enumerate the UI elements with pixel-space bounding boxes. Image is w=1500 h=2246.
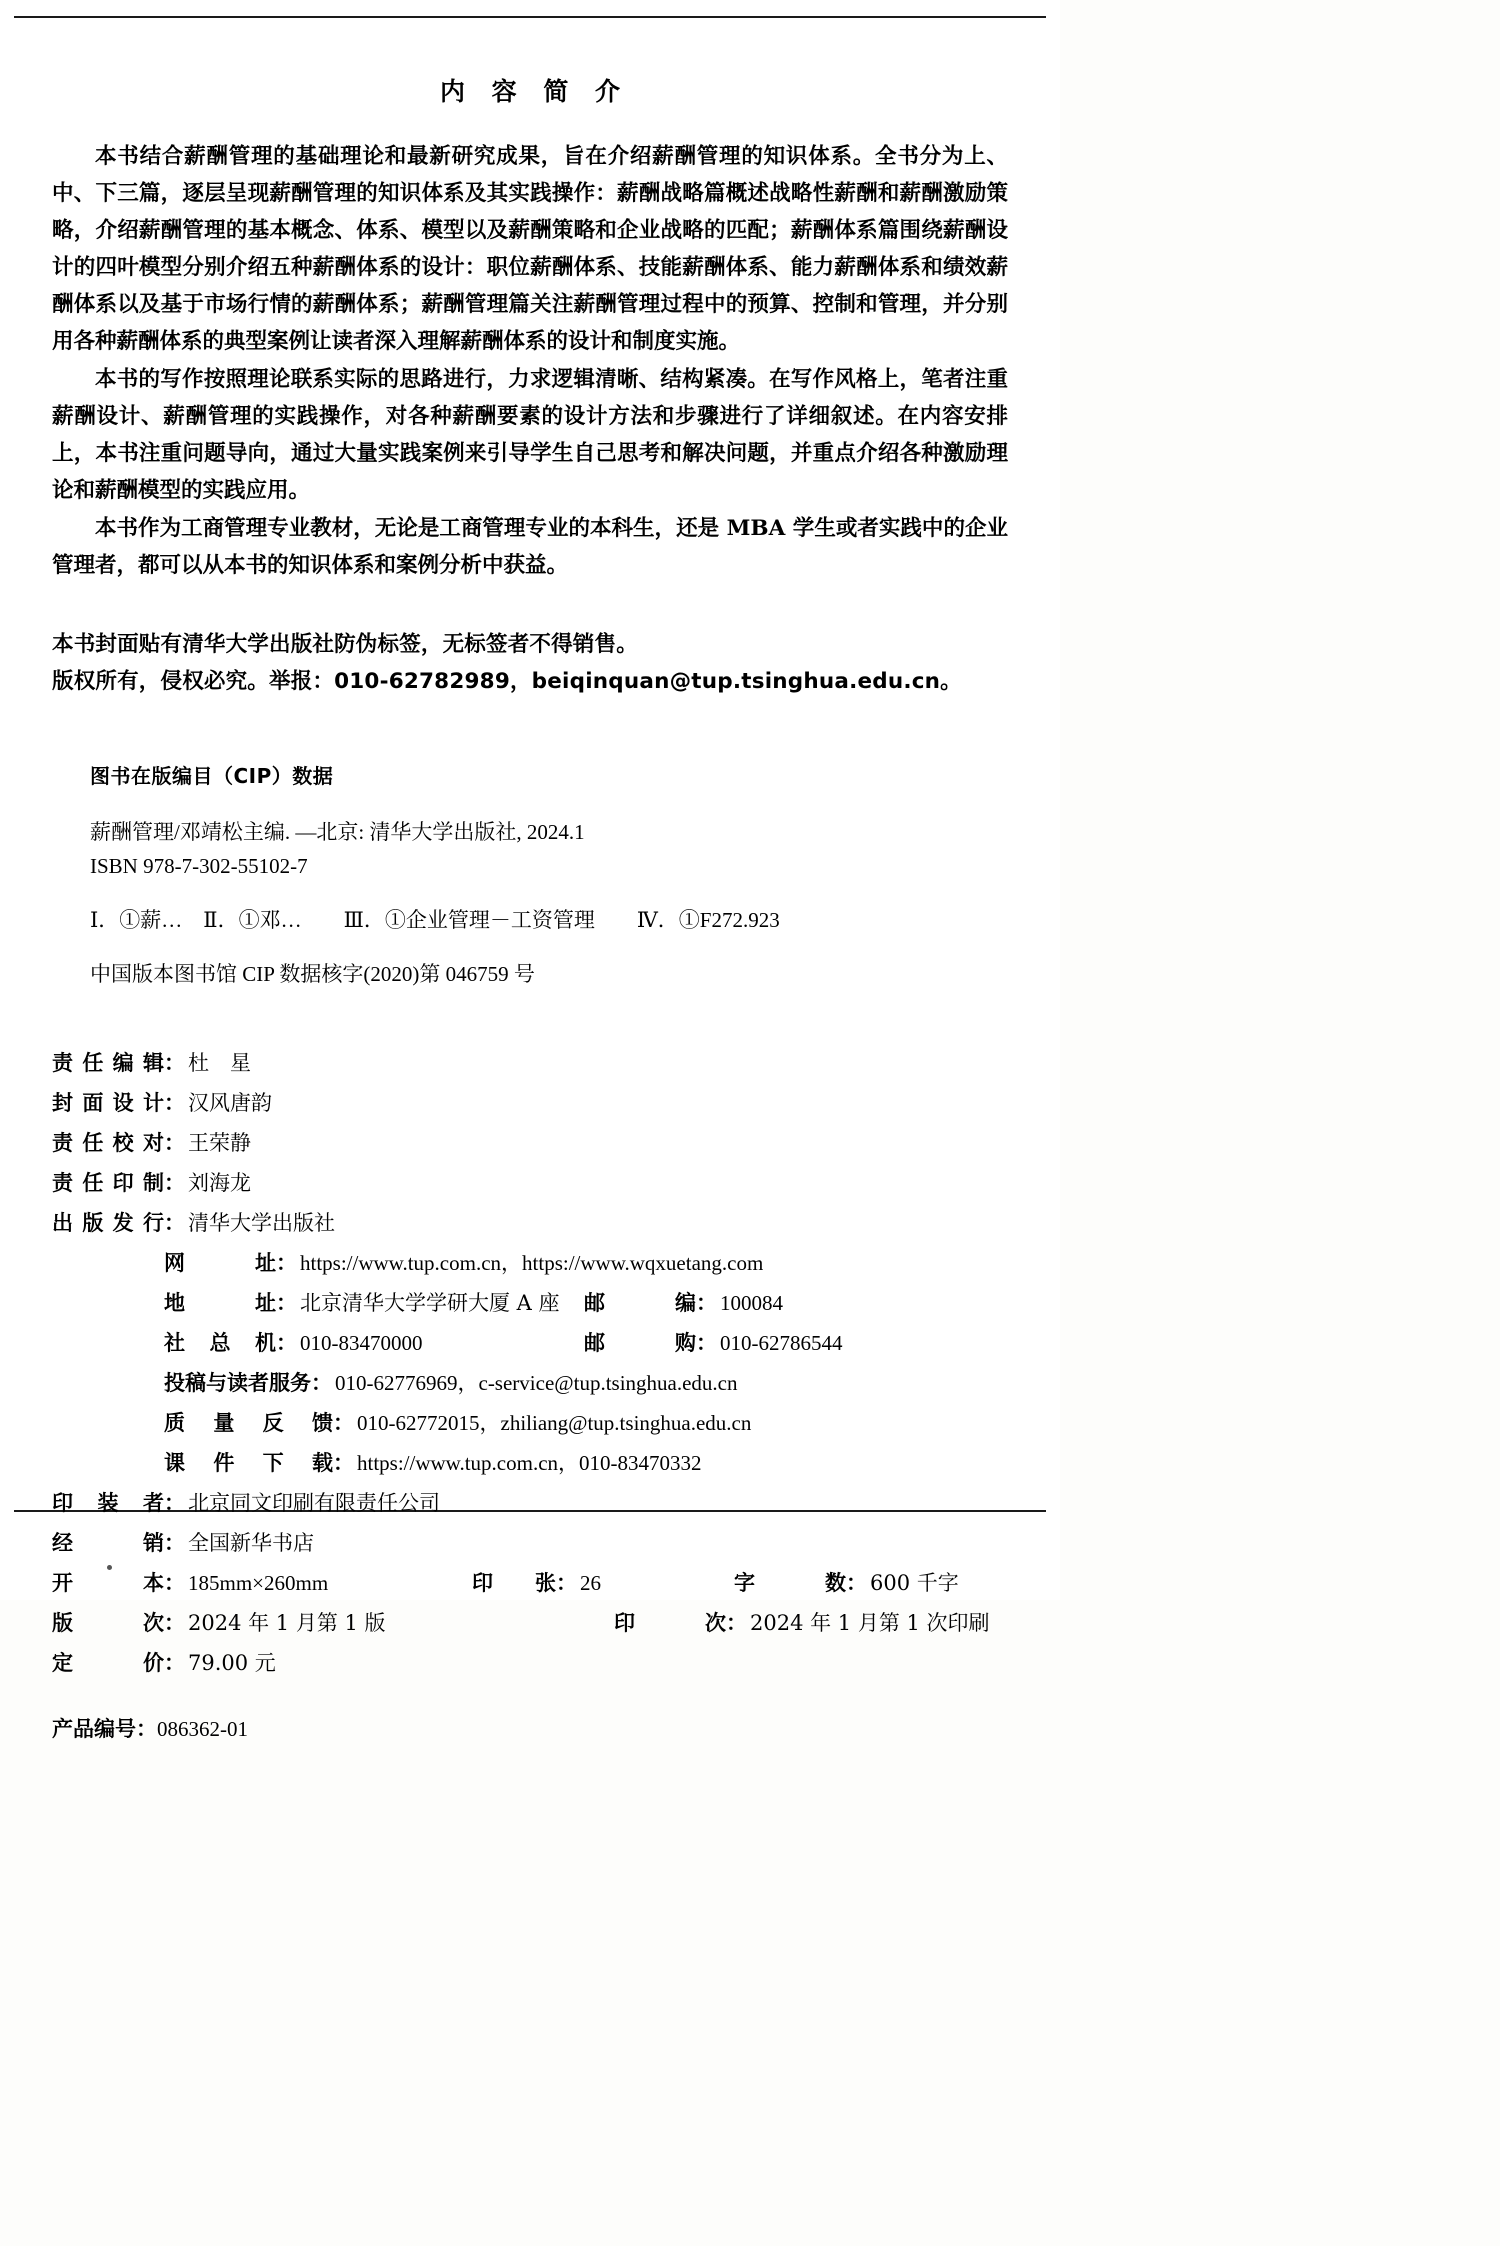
colophon-cell-impression	[614, 1603, 990, 1643]
value-edition: 2024 年 1 月第 1 版	[188, 1611, 386, 1635]
value-printer: 北京同文印刷有限责任公司	[188, 1491, 440, 1515]
scan-artifact-dot	[107, 1565, 112, 1570]
value-print-supervisor: 刘海龙	[188, 1171, 251, 1195]
separator-colon: ：	[164, 1091, 185, 1115]
value-publisher: 清华大学出版社	[188, 1211, 335, 1235]
intro-paragraph-2: 本书的写作按照理论联系实际的思路进行，力求逻辑清晰、结构紧凑。在写作风格上，笔者注重薪酬设计、薪酬管理的实践操作，对各种薪酬要素的设计方法和步骤进行了详细叙述。在内容安排上，本书注重问题导向，通过大量实践案例来引导学生自己思考和解决问题，并重点介绍各种激励理论和薪酬模型的实践应用。	[52, 367, 1008, 503]
cip-block	[90, 760, 990, 991]
colophon-row-submission-service	[164, 1363, 1012, 1403]
colophon-row-switchboard-mailorder	[164, 1323, 1012, 1363]
copyright-reserved-notice: 版权所有，侵权必究。举报：010-62782989，beiqinquan@tup.tsinghua.edu.cn。	[52, 669, 962, 694]
value-trim-size: 185mm×260mm	[188, 1571, 329, 1595]
value-price: 79.00 元	[188, 1651, 276, 1675]
value-mail-order: 010-62786544	[720, 1331, 843, 1355]
label-postcode: 邮 编	[584, 1291, 696, 1315]
separator-colon: ：	[311, 1371, 332, 1395]
value-responsible-editor: 杜 星	[188, 1051, 251, 1075]
separator-colon: ：	[726, 1611, 747, 1635]
value-postcode: 100084	[720, 1291, 783, 1315]
separator-colon: ：	[164, 1211, 185, 1235]
value-proofreader: 王荣静	[188, 1131, 251, 1155]
separator-colon: ：	[164, 1571, 185, 1595]
label-responsible-editor: 责任编辑	[52, 1051, 164, 1075]
colophon-row-printer	[52, 1483, 1012, 1523]
cip-classification: Ⅰ．①薪… Ⅱ．①邓… Ⅲ．①企业管理－工资管理 Ⅳ．①F272.923	[90, 908, 780, 932]
cip-citation: 薪酬管理/邓靖松主编. —北京: 清华大学出版社, 2024.1	[90, 820, 585, 844]
label-publisher: 出版发行	[52, 1211, 164, 1235]
value-cover-design: 汉风唐韵	[188, 1091, 272, 1115]
separator-colon: ：	[164, 1651, 185, 1675]
colophon-row-cover-design	[52, 1083, 1012, 1123]
intro-paragraph-3: 本书作为工商管理专业教材，无论是工商管理专业的本科生，还是 MBA 学生或者实践中的企业管理者，都可以从本书的知识体系和案例分析中获益。	[52, 516, 1008, 578]
intro-paragraph-1: 本书结合薪酬管理的基础理论和最新研究成果，旨在介绍薪酬管理的知识体系。全书分为上、中、下三篇，逐层呈现薪酬管理的知识体系及其实践操作：薪酬战略篇概述战略性薪酬和薪酬激励策略，介绍薪酬管理的基本概念、体系、模型以及薪酬策略和企业战略的匹配；薪酬体系篇围绕薪酬设计的四叶模型分别介绍五种薪酬体系的设计：职位薪酬体系、技能薪酬体系、能力薪酬体系和绩效薪酬体系以及基于市场行情的薪酬体系；薪酬管理篇关注薪酬管理过程中的预算、控制和管理，并分别用各种薪酬体系的典型案例让读者深入理解薪酬体系的设计和制度实施。	[52, 144, 1008, 354]
colophon-cell-edition	[52, 1603, 614, 1643]
colophon-row-distributor	[52, 1523, 1012, 1563]
colophon-cell-mailorder	[584, 1323, 884, 1363]
label-impression: 印 次	[614, 1611, 726, 1635]
separator-colon: ：	[276, 1291, 297, 1315]
separator-colon: ：	[164, 1491, 185, 1515]
label-cover-design: 封面设计	[52, 1091, 164, 1115]
value-distributor: 全国新华书店	[188, 1531, 314, 1555]
cip-spacer-2	[90, 937, 990, 957]
colophon-cell-address	[164, 1283, 584, 1323]
value-courseware-download[interactable]: https://www.tup.com.cn，010-83470332	[357, 1451, 702, 1475]
separator-colon: ：	[164, 1051, 185, 1075]
label-printer: 印 装 者	[52, 1491, 164, 1515]
colophon-cell-postcode	[584, 1283, 884, 1323]
value-impression: 2024 年 1 月第 1 次印刷	[750, 1611, 990, 1635]
label-website: 网 址	[164, 1251, 276, 1275]
label-trim-size: 开 本	[52, 1571, 164, 1595]
label-price: 定 价	[52, 1651, 164, 1675]
separator-colon: ：	[164, 1131, 185, 1155]
cip-isbn: ISBN 978-7-302-55102-7	[90, 854, 308, 878]
separator-colon: ：	[276, 1331, 297, 1355]
cip-title: 图书在版编目（CIP）数据	[90, 764, 334, 788]
label-distributor: 经 销	[52, 1531, 164, 1555]
anti-counterfeit-notice: 本书封面贴有清华大学出版社防伪标签，无标签者不得销售。	[52, 632, 638, 657]
separator-colon: ：	[556, 1571, 577, 1595]
separator-colon: ：	[333, 1411, 354, 1435]
separator-colon: ：	[696, 1331, 717, 1355]
separator-colon: ：	[696, 1291, 717, 1315]
product-code-row	[52, 1713, 1060, 1743]
colophon-row-edition-impression	[52, 1603, 1012, 1643]
label-quality-feedback: 质 量 反 馈	[164, 1411, 333, 1435]
colophon-row-courseware	[164, 1443, 1012, 1483]
label-switchboard: 社 总 机	[164, 1331, 276, 1355]
colophon-row-responsible-editor	[52, 1043, 1012, 1083]
label-submission-service: 投稿与读者服务	[164, 1371, 311, 1395]
label-sheets: 印 张	[472, 1571, 556, 1595]
separator-colon: ：	[164, 1171, 185, 1195]
value-address: 北京清华大学学研大厦 A 座	[300, 1291, 560, 1315]
page-title: 内 容 简 介	[439, 77, 630, 106]
separator-colon: ：	[164, 1611, 185, 1635]
label-word-count: 字 数	[734, 1571, 846, 1595]
label-product-code: 产品编号	[52, 1717, 136, 1741]
label-proofreader: 责任校对	[52, 1131, 164, 1155]
cip-spacer	[90, 883, 990, 903]
label-mail-order: 邮 购	[584, 1331, 696, 1355]
colophon-cell-word-count	[734, 1563, 959, 1603]
colophon-cell-switchboard	[164, 1323, 584, 1363]
colophon-row-publisher	[52, 1203, 1012, 1243]
colophon-row-print-supervisor	[52, 1163, 1012, 1203]
value-product-code: 086362-01	[157, 1717, 248, 1741]
colophon-block	[52, 1043, 1012, 1683]
label-courseware-download: 课 件 下 载	[164, 1451, 333, 1475]
cip-registry-number: 中国版本图书馆 CIP 数据核字(2020)第 046759 号	[90, 962, 535, 986]
value-submission-service[interactable]: 010-62776969，c-service@tup.tsinghua.edu.cn	[335, 1371, 738, 1395]
value-word-count: 600 千字	[870, 1571, 959, 1595]
colophon-row-address-postcode	[164, 1283, 1012, 1323]
copyright-notice	[52, 626, 1012, 700]
separator-colon: ：	[164, 1531, 185, 1555]
label-print-supervisor: 责任印制	[52, 1171, 164, 1195]
colophon-row-price	[52, 1643, 1012, 1683]
value-quality-feedback[interactable]: 010-62772015，zhiliang@tup.tsinghua.edu.cn	[357, 1411, 752, 1435]
colophon-row-trim-sheets-words	[52, 1563, 1012, 1603]
separator-colon: ：	[136, 1717, 157, 1741]
label-address: 地 址	[164, 1291, 276, 1315]
separator-colon: ：	[333, 1451, 354, 1475]
colophon-row-website	[164, 1243, 1012, 1283]
colophon-cell-trim-size	[52, 1563, 472, 1603]
colophon-row-proofreader	[52, 1123, 1012, 1163]
value-sheets: 26	[580, 1571, 601, 1595]
colophon-row-quality-feedback	[164, 1403, 1012, 1443]
intro-section	[52, 138, 1008, 584]
colophon-cell-sheets	[472, 1563, 734, 1603]
label-edition: 版 次	[52, 1611, 164, 1635]
value-website[interactable]: https://www.tup.com.cn，https://www.wqxuetang.com	[300, 1251, 764, 1275]
separator-colon: ：	[846, 1571, 867, 1595]
value-switchboard: 010-83470000	[300, 1331, 423, 1355]
separator-colon: ：	[276, 1251, 297, 1275]
